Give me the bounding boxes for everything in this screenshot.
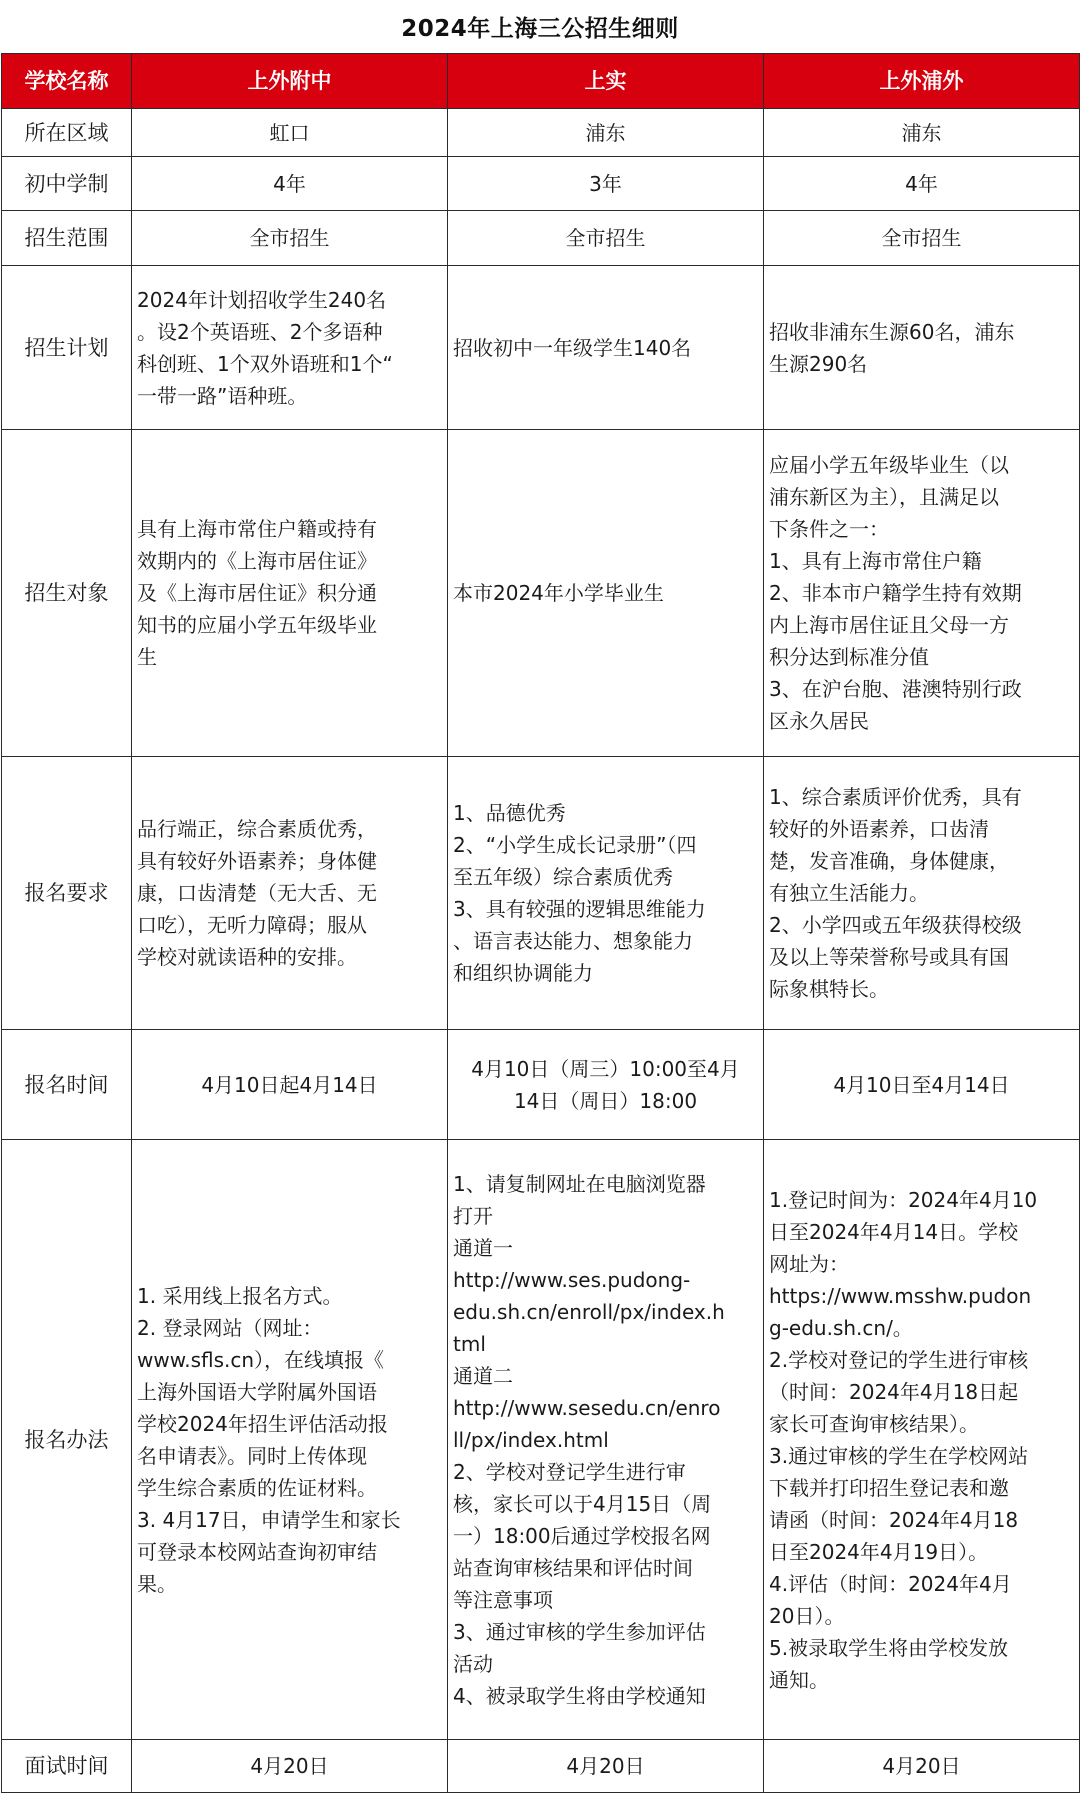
row-label: 报名要求 bbox=[2, 757, 132, 1030]
text-line: 日至2024年4月19日）。 bbox=[769, 1539, 989, 1564]
text-line: 楚，发音准确，身体健康， bbox=[769, 849, 1009, 873]
row-label: 招生计划 bbox=[2, 266, 132, 430]
text-line: 2024年计划招收学生240名 bbox=[137, 287, 387, 312]
cell-requirements-ses bbox=[448, 757, 764, 1030]
text-line: edu.sh.cn/enroll/px/index.h bbox=[453, 1299, 725, 1324]
row-label: 报名办法 bbox=[2, 1140, 132, 1740]
header-row bbox=[2, 54, 1080, 109]
text-line: 通知。 bbox=[769, 1667, 829, 1692]
cell-reg-time-msshw bbox=[764, 1030, 1080, 1140]
text-line: 3、通过审核的学生参加评估 bbox=[453, 1619, 706, 1644]
text-line: 日至2024年4月14日。学校 bbox=[769, 1219, 1019, 1244]
text-line: 知书的应届小学五年级毕业 bbox=[137, 613, 377, 637]
cell-scope-sfls: 全市招生 bbox=[132, 211, 448, 266]
text-line: （时间：2024年4月18日起 bbox=[769, 1379, 1019, 1404]
text-line: 4.评估（时间：2024年4月 bbox=[769, 1571, 1012, 1596]
text-line: 和组织协调能力 bbox=[453, 961, 593, 985]
text-line: 4月10日起4月14日 bbox=[201, 1072, 378, 1097]
row-label: 面试时间 bbox=[2, 1740, 132, 1793]
row-reg-time bbox=[2, 1030, 1080, 1140]
text-line: 效期内的《上海市居住证》 bbox=[137, 549, 377, 573]
text-line: http://www.ses.pudong- bbox=[453, 1267, 691, 1292]
text-line: 打开 bbox=[453, 1203, 493, 1228]
cell-target-sfls bbox=[132, 430, 448, 757]
text-line: 下条件之一： bbox=[769, 517, 889, 541]
cell-system-ses: 3年 bbox=[448, 157, 764, 211]
text-line: 品行端正，综合素质优秀， bbox=[137, 817, 377, 841]
text-line: 际象棋特长。 bbox=[769, 977, 889, 1001]
text-line: 本市2024年小学毕业生 bbox=[453, 581, 664, 605]
text-line: https://www.msshw.pudon bbox=[769, 1283, 1032, 1308]
text-line: 活动 bbox=[453, 1651, 493, 1676]
text-line: 2、小学四或五年级获得校级 bbox=[769, 913, 1022, 937]
school-name-sfls: 上外附中 bbox=[132, 54, 448, 109]
text-line: 3.通过审核的学生在学校网站 bbox=[769, 1443, 1029, 1468]
row-label: 所在区域 bbox=[2, 109, 132, 157]
text-line: 一）18:00后通过学校报名网 bbox=[453, 1523, 711, 1548]
text-line: 上海外国语大学附属外国语 bbox=[137, 1379, 377, 1404]
row-label: 初中学制 bbox=[2, 157, 132, 211]
row-target bbox=[2, 430, 1080, 757]
school-name-ses: 上实 bbox=[448, 54, 764, 109]
text-line: 学校2024年招生评估活动报 bbox=[137, 1411, 388, 1436]
text-line: 1、综合素质评价优秀，具有 bbox=[769, 785, 1022, 809]
text-line: www.sfls.cn），在线填报《 bbox=[137, 1347, 385, 1372]
text-line: 通道二 bbox=[453, 1363, 513, 1388]
header-label: 学校名称 bbox=[2, 54, 132, 109]
text-line: 14日（周日）18:00 bbox=[513, 1088, 698, 1113]
cell-reg-time-sfls bbox=[132, 1030, 448, 1140]
text-line: 招收非浦东生源60名，浦东 bbox=[769, 319, 1015, 344]
cell-scope-msshw: 全市招生 bbox=[764, 211, 1080, 266]
text-line: 3、具有较强的逻辑思维能力 bbox=[453, 897, 706, 921]
row-system bbox=[2, 157, 1080, 211]
cell-interview-sfls: 4月20日 bbox=[132, 1740, 448, 1793]
row-method bbox=[2, 1140, 1080, 1740]
text-line: 2.学校对登记的学生进行审核 bbox=[769, 1347, 1029, 1372]
text-line: http://www.sesedu.cn/enro bbox=[453, 1395, 721, 1420]
text-line: 康，口齿清楚（无大舌、无 bbox=[137, 881, 377, 905]
text-line: 科创班、1个双外语班和1个“ bbox=[137, 351, 393, 376]
school-name-msshw: 上外浦外 bbox=[764, 54, 1080, 109]
text-line: 2、“小学生成长记录册”（四 bbox=[453, 833, 697, 857]
text-line: 及以上等荣誉称号或具有国 bbox=[769, 945, 1009, 969]
text-line: 浦东新区为主），且满足以 bbox=[769, 485, 999, 509]
text-line: 3、在沪台胞、港澳特别行政 bbox=[769, 677, 1022, 701]
text-line: 生 bbox=[137, 645, 157, 669]
text-line: 口吃），无听力障碍；服从 bbox=[137, 913, 367, 937]
text-line: g-edu.sh.cn/。 bbox=[769, 1315, 913, 1340]
text-line: 1.登记时间为：2024年4月10 bbox=[769, 1187, 1038, 1212]
cell-method-msshw bbox=[764, 1140, 1080, 1740]
text-line: 4月10日（周三）10:00至4月 bbox=[471, 1056, 740, 1081]
page-title: 2024年上海三公招生细则 bbox=[401, 16, 679, 42]
text-line: 1、请复制网址在电脑浏览器 bbox=[453, 1171, 706, 1196]
text-line: 一带一路”语种班。 bbox=[137, 383, 308, 408]
text-line: 通道一 bbox=[453, 1235, 513, 1260]
text-line: 较好的外语素养，口齿清 bbox=[769, 817, 989, 841]
text-line: 招收初中一年级学生140名 bbox=[453, 335, 692, 360]
text-line: 有独立生活能力。 bbox=[769, 881, 929, 905]
text-line: 学校对就读语种的安排。 bbox=[137, 945, 357, 969]
text-line: 等注意事项 bbox=[453, 1587, 553, 1612]
row-region bbox=[2, 109, 1080, 157]
text-line: 至五年级）综合素质优秀 bbox=[453, 865, 673, 889]
text-line: 。设2个英语班、2个多语种 bbox=[137, 319, 383, 344]
cell-region-msshw: 浦东 bbox=[764, 109, 1080, 157]
cell-plan-msshw bbox=[764, 266, 1080, 430]
text-line: 果。 bbox=[137, 1571, 177, 1596]
row-label: 招生范围 bbox=[2, 211, 132, 266]
row-requirements bbox=[2, 757, 1080, 1030]
text-line: 4月10日至4月14日 bbox=[833, 1072, 1010, 1097]
cell-plan-sfls bbox=[132, 266, 448, 430]
text-line: 学生综合素质的佐证材料。 bbox=[137, 1475, 377, 1500]
cell-scope-ses: 全市招生 bbox=[448, 211, 764, 266]
text-line: 1、品德优秀 bbox=[453, 801, 566, 825]
cell-reg-time-ses bbox=[448, 1030, 764, 1140]
cell-region-ses: 浦东 bbox=[448, 109, 764, 157]
text-line: 站查询审核结果和评估时间 bbox=[453, 1555, 693, 1580]
cell-requirements-sfls bbox=[132, 757, 448, 1030]
row-plan bbox=[2, 266, 1080, 430]
cell-region-sfls: 虹口 bbox=[132, 109, 448, 157]
text-line: ll/px/index.html bbox=[453, 1427, 609, 1452]
cell-interview-msshw: 4月20日 bbox=[764, 1740, 1080, 1793]
text-line: 2、学校对登记学生进行审 bbox=[453, 1459, 686, 1484]
cell-target-msshw bbox=[764, 430, 1080, 757]
text-line: 生源290名 bbox=[769, 351, 868, 376]
text-line: 请函（时间：2024年4月18 bbox=[769, 1507, 1019, 1532]
cell-plan-ses bbox=[448, 266, 764, 430]
text-line: 积分达到标准分值 bbox=[769, 645, 929, 669]
cell-requirements-msshw bbox=[764, 757, 1080, 1030]
text-line: 2、非本市户籍学生持有效期 bbox=[769, 581, 1022, 605]
text-line: 3. 4月17日，申请学生和家长 bbox=[137, 1507, 401, 1532]
cell-system-msshw: 4年 bbox=[764, 157, 1080, 211]
text-line: 1. 采用线上报名方式。 bbox=[137, 1283, 343, 1308]
text-line: tml bbox=[453, 1331, 486, 1356]
text-line: 4、被录取学生将由学校通知 bbox=[453, 1683, 706, 1708]
text-line: 可登录本校网站查询初审结 bbox=[137, 1539, 377, 1564]
text-line: 核，家长可以于4月15日（周 bbox=[453, 1491, 712, 1516]
text-line: 家长可查询审核结果）。 bbox=[769, 1411, 979, 1436]
text-line: 20日）。 bbox=[769, 1603, 845, 1628]
text-line: 1、具有上海市常住户籍 bbox=[769, 549, 982, 573]
cell-target-ses bbox=[448, 430, 764, 757]
text-line: 2. 登录网站（网址： bbox=[137, 1315, 323, 1340]
text-line: 内上海市居住证且父母一方 bbox=[769, 613, 1009, 637]
text-line: 、语言表达能力、想象能力 bbox=[453, 929, 693, 953]
row-interview bbox=[2, 1740, 1080, 1793]
text-line: 5.被录取学生将由学校发放 bbox=[769, 1635, 1009, 1660]
text-line: 名申请表》。同时上传体现 bbox=[137, 1443, 367, 1468]
row-label: 招生对象 bbox=[2, 430, 132, 757]
text-line: 及《上海市居住证》积分通 bbox=[137, 581, 377, 605]
text-line: 具有上海市常住户籍或持有 bbox=[137, 517, 377, 541]
cell-method-ses bbox=[448, 1140, 764, 1740]
cell-interview-ses: 4月20日 bbox=[448, 1740, 764, 1793]
row-label: 报名时间 bbox=[2, 1030, 132, 1140]
admission-table bbox=[1, 53, 1080, 1793]
row-scope bbox=[2, 211, 1080, 266]
text-line: 网址为： bbox=[769, 1251, 849, 1276]
text-line: 应届小学五年级毕业生（以 bbox=[769, 453, 1009, 477]
cell-system-sfls: 4年 bbox=[132, 157, 448, 211]
text-line: 下载并打印招生登记表和邀 bbox=[769, 1475, 1009, 1500]
cell-method-sfls bbox=[132, 1140, 448, 1740]
text-line: 具有较好外语素养；身体健 bbox=[137, 849, 377, 873]
text-line: 区永久居民 bbox=[769, 709, 869, 733]
